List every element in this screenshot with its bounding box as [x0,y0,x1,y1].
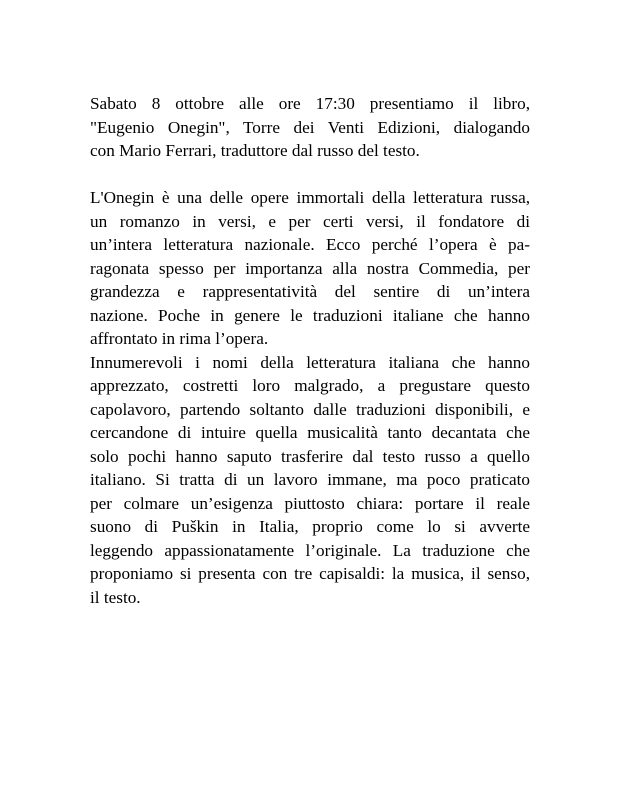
paragraph-translation [90,351,530,610]
text-line: un romanzo in versi, e per certi versi, il fondatore di [90,211,530,231]
text-line: leggendo appassionatamente l’originale. La traduzione che [90,540,530,560]
text-line: suono di Puškin in Italia, proprio come lo si avverte [90,517,530,536]
text-line: capolavoro, partendo soltanto dalle traduzioni disponibili, e [90,399,530,419]
text-line: italiano. Si tratta di un lavoro immane, ma poco praticato [90,470,530,489]
document-body [90,92,530,609]
text-line: nazione. Poche in genere le traduzioni italiane che hanno [90,305,530,325]
text-line: ragonata spesso per importanza alla nostra Commedia, per [90,258,530,278]
text-line: proponiamo si presenta con tre capisaldi: la musica, il senso, [90,564,530,583]
text-line: per colmare un’esigenza piuttosto chiara: portare il reale [90,493,530,513]
paragraph-announcement [90,92,530,163]
text-line: L'Onegin è una delle opere immortali della letteratura russa, [90,188,530,207]
paragraph-onegin-intro [90,186,530,351]
text-line: affrontato in rima l’opera. [90,329,269,348]
text-line: apprezzato, costretti loro malgrado, a pregustare questo [90,376,530,395]
text-line: grandezza e rappresentatività del sentire di un’intera [90,282,530,301]
paragraph-spacer [90,163,530,187]
text-line: Sabato 8 ottobre alle ore 17:30 presentiamo il libro, [90,94,530,113]
text-line: cercandone di intuire quella musicalità tanto decantata che [90,423,530,442]
text-line: Innumerevoli i nomi della letteratura italiana che hanno [90,352,530,372]
text-line: solo pochi hanno saputo trasferire dal testo russo a quello [90,446,530,466]
text-line: il testo. [90,587,141,607]
text-line: con Mario Ferrari, traduttore dal russo del testo. [90,141,420,160]
text-line: "Eugenio Onegin", Torre dei Venti Edizioni, dialogando [90,117,530,137]
text-line: un’intera letteratura nazionale. Ecco perché l’opera è pa- [90,235,530,254]
